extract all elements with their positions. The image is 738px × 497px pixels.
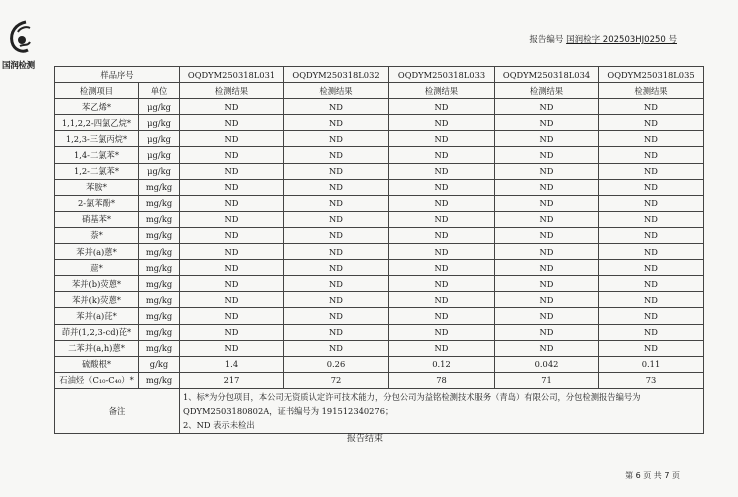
sample-id: OQDYM250318L035 <box>599 67 704 83</box>
result-cell: ND <box>180 227 284 243</box>
unit-cell: mg/kg <box>139 227 180 243</box>
result-cell: ND <box>180 115 284 131</box>
result-cell: 78 <box>389 372 495 388</box>
result-cell: ND <box>284 292 389 308</box>
result-cell: ND <box>599 163 704 179</box>
result-cell: ND <box>389 163 495 179</box>
page-number: 第 6 页 共 7 页 <box>625 471 680 480</box>
result-cell: ND <box>284 99 389 115</box>
company-logo <box>2 20 42 70</box>
result-cell: ND <box>284 115 389 131</box>
result-cell: ND <box>389 260 495 276</box>
result-cell: ND <box>284 179 389 195</box>
result-cell: ND <box>180 211 284 227</box>
result-cell: 73 <box>599 372 704 388</box>
note-line: QDYM2503180802A，证书编号为 191512340276； <box>183 405 394 416</box>
report-end: 报告结束 <box>347 434 384 444</box>
result-cell: ND <box>599 179 704 195</box>
result-cell: ND <box>599 324 704 340</box>
table-row <box>55 227 704 243</box>
item-name: 1,2,3-三氯丙烷* <box>55 131 139 147</box>
unit-cell: mg/kg <box>139 195 180 211</box>
result-cell: ND <box>284 195 389 211</box>
result-cell: ND <box>495 147 599 163</box>
result-header: 检测结果 <box>284 83 389 99</box>
table-row <box>55 244 704 260</box>
unit-cell: mg/kg <box>139 211 180 227</box>
note-line: 1、标*为分包项目，本公司无资质认定许可技术能力，分包公司为益铭检测技术服务（青岛）有限公司，分包检测报告编号为 <box>183 391 641 402</box>
result-cell: ND <box>180 324 284 340</box>
result-cell: ND <box>495 340 599 356</box>
unit-cell: mg/kg <box>139 179 180 195</box>
result-header: 检测结果 <box>180 83 284 99</box>
result-cell: ND <box>180 163 284 179</box>
result-cell: ND <box>389 244 495 260</box>
result-cell: 1.4 <box>180 356 284 372</box>
unit-cell: mg/kg <box>139 260 180 276</box>
result-cell: ND <box>389 211 495 227</box>
result-cell: ND <box>599 131 704 147</box>
item-name: 䓛* <box>55 260 139 276</box>
sample-row <box>55 67 704 83</box>
result-cell: ND <box>180 260 284 276</box>
result-cell: ND <box>389 324 495 340</box>
result-cell: 0.042 <box>495 356 599 372</box>
result-header: 检测结果 <box>495 83 599 99</box>
result-cell: ND <box>284 211 389 227</box>
item-name: 茚并(1,2,3-cd)芘* <box>55 324 139 340</box>
result-cell: ND <box>495 292 599 308</box>
result-cell: ND <box>495 227 599 243</box>
table-row <box>55 340 704 356</box>
sample-id: OQDYM250318L033 <box>389 67 495 83</box>
unit-cell: mg/kg <box>139 324 180 340</box>
result-cell: ND <box>284 340 389 356</box>
note-line: 2、ND 表示未检出 <box>183 419 255 430</box>
result-cell: ND <box>599 244 704 260</box>
result-cell: ND <box>180 276 284 292</box>
result-cell: ND <box>599 211 704 227</box>
result-cell: ND <box>180 308 284 324</box>
result-cell: ND <box>180 131 284 147</box>
table-row <box>55 99 704 115</box>
result-cell: ND <box>284 308 389 324</box>
result-cell: ND <box>389 276 495 292</box>
table-row <box>55 211 704 227</box>
item-name: 石油烃（C₁₀-C₄₀）* <box>55 372 139 388</box>
table-row <box>55 260 704 276</box>
report-number-value: 国润检字 202503HJ0250 号 <box>566 35 677 45</box>
table-row <box>55 276 704 292</box>
item-name: 苯胺* <box>55 179 139 195</box>
item-name: 2-氯苯酚* <box>55 195 139 211</box>
note-row <box>55 388 704 433</box>
item-name: 苯并(b)荧蒽* <box>55 276 139 292</box>
item-name: 苯并(k)荧蒽* <box>55 292 139 308</box>
result-cell: ND <box>495 308 599 324</box>
result-cell: ND <box>599 276 704 292</box>
report-number-label: 报告编号 <box>529 35 564 45</box>
result-cell: ND <box>389 340 495 356</box>
result-cell: 0.11 <box>599 356 704 372</box>
result-cell: ND <box>389 308 495 324</box>
result-cell: ND <box>495 179 599 195</box>
result-cell: ND <box>180 99 284 115</box>
table-row <box>55 179 704 195</box>
item-name: 1,2-二氯苯* <box>55 163 139 179</box>
result-cell: ND <box>284 244 389 260</box>
unit-cell: mg/kg <box>139 372 180 388</box>
result-cell: ND <box>389 99 495 115</box>
result-cell: 72 <box>284 372 389 388</box>
result-cell: ND <box>599 115 704 131</box>
report-number <box>529 33 677 45</box>
unit-cell: μg/kg <box>139 131 180 147</box>
result-cell: ND <box>599 292 704 308</box>
logo-mark-icon <box>8 20 34 56</box>
result-cell: ND <box>599 340 704 356</box>
item-name: 萘* <box>55 227 139 243</box>
unit-cell: μg/kg <box>139 147 180 163</box>
item-name: 硝基苯* <box>55 211 139 227</box>
result-cell: ND <box>495 131 599 147</box>
table-row <box>55 131 704 147</box>
table-row <box>55 115 704 131</box>
result-cell: ND <box>284 131 389 147</box>
result-cell: 0.12 <box>389 356 495 372</box>
result-cell: ND <box>180 195 284 211</box>
result-cell: ND <box>284 227 389 243</box>
header-row <box>55 83 704 99</box>
item-name: 苯并(a)芘* <box>55 308 139 324</box>
result-cell: ND <box>495 244 599 260</box>
result-cell: ND <box>389 227 495 243</box>
table-row <box>55 308 704 324</box>
unit-cell: μg/kg <box>139 99 180 115</box>
result-cell: ND <box>495 211 599 227</box>
sample-label: 样品序号 <box>55 67 180 83</box>
result-cell: ND <box>284 260 389 276</box>
item-name: 硫酸根* <box>55 356 139 372</box>
item-name: 苯乙烯* <box>55 99 139 115</box>
result-cell: 217 <box>180 372 284 388</box>
logo-text: 国润检测 <box>2 61 35 71</box>
result-cell: ND <box>495 260 599 276</box>
unit-cell: mg/kg <box>139 308 180 324</box>
sample-id: OQDYM250318L031 <box>180 67 284 83</box>
result-cell: ND <box>389 179 495 195</box>
table-row <box>55 147 704 163</box>
unit-cell: mg/kg <box>139 244 180 260</box>
table-row <box>55 292 704 308</box>
unit-cell: μg/kg <box>139 115 180 131</box>
result-cell: ND <box>180 244 284 260</box>
result-cell: ND <box>599 99 704 115</box>
result-cell: ND <box>599 195 704 211</box>
result-cell: ND <box>389 115 495 131</box>
result-cell: ND <box>599 227 704 243</box>
result-cell: ND <box>180 147 284 163</box>
result-header: 检测结果 <box>599 83 704 99</box>
unit-cell: mg/kg <box>139 292 180 308</box>
item-name: 1,1,2,2-四氯乙烷* <box>55 115 139 131</box>
result-cell: ND <box>599 260 704 276</box>
item-name: 二苯并(a,h)蒽* <box>55 340 139 356</box>
result-cell: ND <box>495 324 599 340</box>
results-table <box>54 66 704 434</box>
result-cell: ND <box>495 99 599 115</box>
result-cell: ND <box>284 324 389 340</box>
table-row <box>55 356 704 372</box>
table-row <box>55 195 704 211</box>
unit-cell: μg/kg <box>139 163 180 179</box>
sample-id: OQDYM250318L032 <box>284 67 389 83</box>
result-cell: ND <box>599 147 704 163</box>
result-cell: ND <box>180 179 284 195</box>
result-cell: ND <box>495 276 599 292</box>
result-cell: 71 <box>495 372 599 388</box>
result-cell: ND <box>599 308 704 324</box>
note-text <box>180 388 704 433</box>
unit-cell: g/kg <box>139 356 180 372</box>
unit-cell: mg/kg <box>139 276 180 292</box>
result-cell: 0.26 <box>284 356 389 372</box>
item-name: 苯并(a)蒽* <box>55 244 139 260</box>
result-cell: ND <box>389 147 495 163</box>
result-cell: ND <box>284 276 389 292</box>
unit-header: 单位 <box>139 83 180 99</box>
result-cell: ND <box>495 115 599 131</box>
result-cell: ND <box>495 163 599 179</box>
result-cell: ND <box>389 292 495 308</box>
result-cell: ND <box>389 195 495 211</box>
result-header: 检测结果 <box>389 83 495 99</box>
table-row <box>55 372 704 388</box>
unit-cell: mg/kg <box>139 340 180 356</box>
note-label: 备注 <box>55 388 180 433</box>
result-cell: ND <box>284 147 389 163</box>
item-header: 检测项目 <box>55 83 139 99</box>
result-cell: ND <box>284 163 389 179</box>
result-cell: ND <box>180 340 284 356</box>
result-cell: ND <box>495 195 599 211</box>
table-row <box>55 163 704 179</box>
item-name: 1,4-二氯苯* <box>55 147 139 163</box>
result-cell: ND <box>389 131 495 147</box>
sample-id: OQDYM250318L034 <box>495 67 599 83</box>
table-row <box>55 324 704 340</box>
result-cell: ND <box>180 292 284 308</box>
